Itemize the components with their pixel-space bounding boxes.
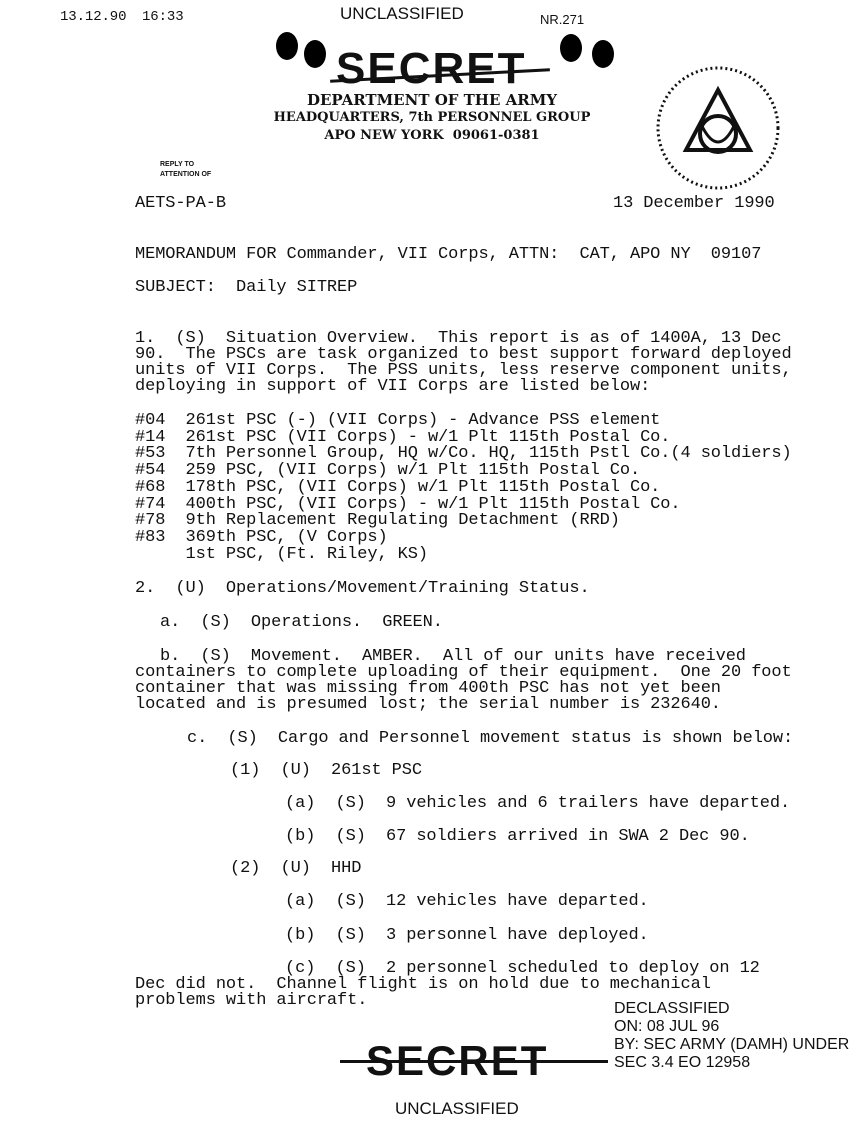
declassification-line: SEC 3.4 EO 12958 bbox=[614, 1054, 751, 1071]
para2a: a. (S) Operations. GREEN. bbox=[160, 613, 443, 632]
para2c: c. (S) Cargo and Personnel movement status is shown below: bbox=[187, 729, 794, 748]
c2-b: (b) (S) 3 personnel have deployed. bbox=[285, 926, 649, 945]
c1-heading: (1) (U) 261st PSC bbox=[230, 761, 422, 780]
c1-b: (b) (S) 67 soldiers arrived in SWA 2 Dec 90. bbox=[285, 827, 750, 846]
para2-heading: 2. (U) Operations/Movement/Training Status. bbox=[135, 579, 590, 598]
unit-list-item: #78 9th Replacement Regulating Detachment (RRD) bbox=[135, 511, 620, 530]
c2-heading: (2) (U) HHD bbox=[230, 859, 362, 878]
memorandum-for: MEMORANDUM FOR Commander, VII Corps, ATTN: CAT, APO NY 09107 bbox=[135, 245, 762, 264]
office-symbol: AETS-PA-B bbox=[135, 194, 226, 213]
secret-stamp-bottom: SECRET bbox=[366, 1037, 549, 1084]
c2-a: (a) (S) 12 vehicles have departed. bbox=[285, 892, 649, 911]
fax-time: 16:33 bbox=[142, 9, 184, 25]
c2-c: (c) (S) 2 personnel scheduled to deploy on 12 bbox=[285, 959, 760, 978]
declassification-line: DECLASSIFIED bbox=[614, 1000, 730, 1017]
letterhead-address: APO NEW YORK 09061-0381 bbox=[324, 128, 540, 143]
unit-list-item: #54 259 PSC, (VII Corps) w/1 Plt 115th Postal Co. bbox=[135, 461, 641, 480]
letterhead-unit: HEADQUARTERS, 7th PERSONNEL GROUP bbox=[273, 110, 591, 125]
punch-hole bbox=[560, 34, 582, 62]
unit-list-item: #53 7th Personnel Group, HQ w/Co. HQ, 115th Pstl Co.(4 soldiers) bbox=[135, 444, 792, 463]
memo-date: 13 December 1990 bbox=[613, 194, 775, 213]
para2b-line: b. (S) Movement. AMBER. All of our units have received bbox=[160, 647, 746, 666]
top-classification-marking: UNCLASSIFIED bbox=[340, 4, 464, 23]
attention-of-label: ATTENTION OF bbox=[160, 171, 212, 178]
c1-a: (a) (S) 9 vehicles and 6 trailers have departed. bbox=[285, 794, 791, 813]
unit-list-item: #74 400th PSC, (VII Corps) - w/1 Plt 115th Postal Co. bbox=[135, 495, 681, 514]
fax-page-number: NR.271 bbox=[540, 12, 585, 27]
unit-list-item: #68 178th PSC, (VII Corps) w/1 Plt 115th Postal Co. bbox=[135, 478, 661, 497]
para1-line: 1. (S) Situation Overview. This report is as of 1400A, 13 Dec bbox=[135, 329, 782, 348]
subject-line: SUBJECT: Daily SITREP bbox=[135, 278, 358, 297]
unit-list-item: #04 261st PSC (-) (VII Corps) - Advance PSS element bbox=[135, 411, 661, 430]
fax-date: 13.12.90 bbox=[60, 9, 127, 25]
unit-list-item: #14 261st PSC (VII Corps) - w/1 Plt 115th Postal Co. bbox=[135, 428, 671, 447]
para2b-line: containers to complete uploading of their equipment. One 20 foot bbox=[135, 663, 792, 682]
c2-c-continued: Dec did not. Channel flight is on hold due to mechanical bbox=[135, 975, 711, 994]
punch-hole bbox=[592, 40, 614, 68]
declassification-line: BY: SEC ARMY (DAMH) UNDER bbox=[614, 1036, 850, 1053]
secret-stamp-top: SECRET bbox=[336, 44, 527, 93]
unit-list-item: #83 369th PSC, (V Corps) bbox=[135, 528, 388, 547]
declassification-line: ON: 08 JUL 96 bbox=[614, 1018, 720, 1035]
unit-list-item: 1st PSC, (Ft. Riley, KS) bbox=[135, 545, 428, 564]
para2b-line: located and is presumed lost; the serial number is 232640. bbox=[135, 695, 721, 714]
para1-line: deploying in support of VII Corps are listed below: bbox=[135, 377, 651, 396]
para1-line: units of VII Corps. The PSS units, less reserve component units, bbox=[135, 361, 792, 380]
reply-to-label: REPLY TO bbox=[160, 161, 195, 168]
bottom-classification-marking: UNCLASSIFIED bbox=[395, 1099, 519, 1118]
c2-c-continued: problems with aircraft. bbox=[135, 991, 368, 1010]
letterhead-department: DEPARTMENT OF THE ARMY bbox=[306, 91, 558, 109]
para2b-line: container that was missing from 400th PSC has not yet been bbox=[135, 679, 721, 698]
punch-hole bbox=[304, 40, 326, 68]
para1-line: 90. The PSCs are task organized to best support forward deployed bbox=[135, 345, 792, 364]
punch-hole bbox=[276, 32, 298, 60]
department-of-defense-seal-icon bbox=[648, 62, 788, 194]
